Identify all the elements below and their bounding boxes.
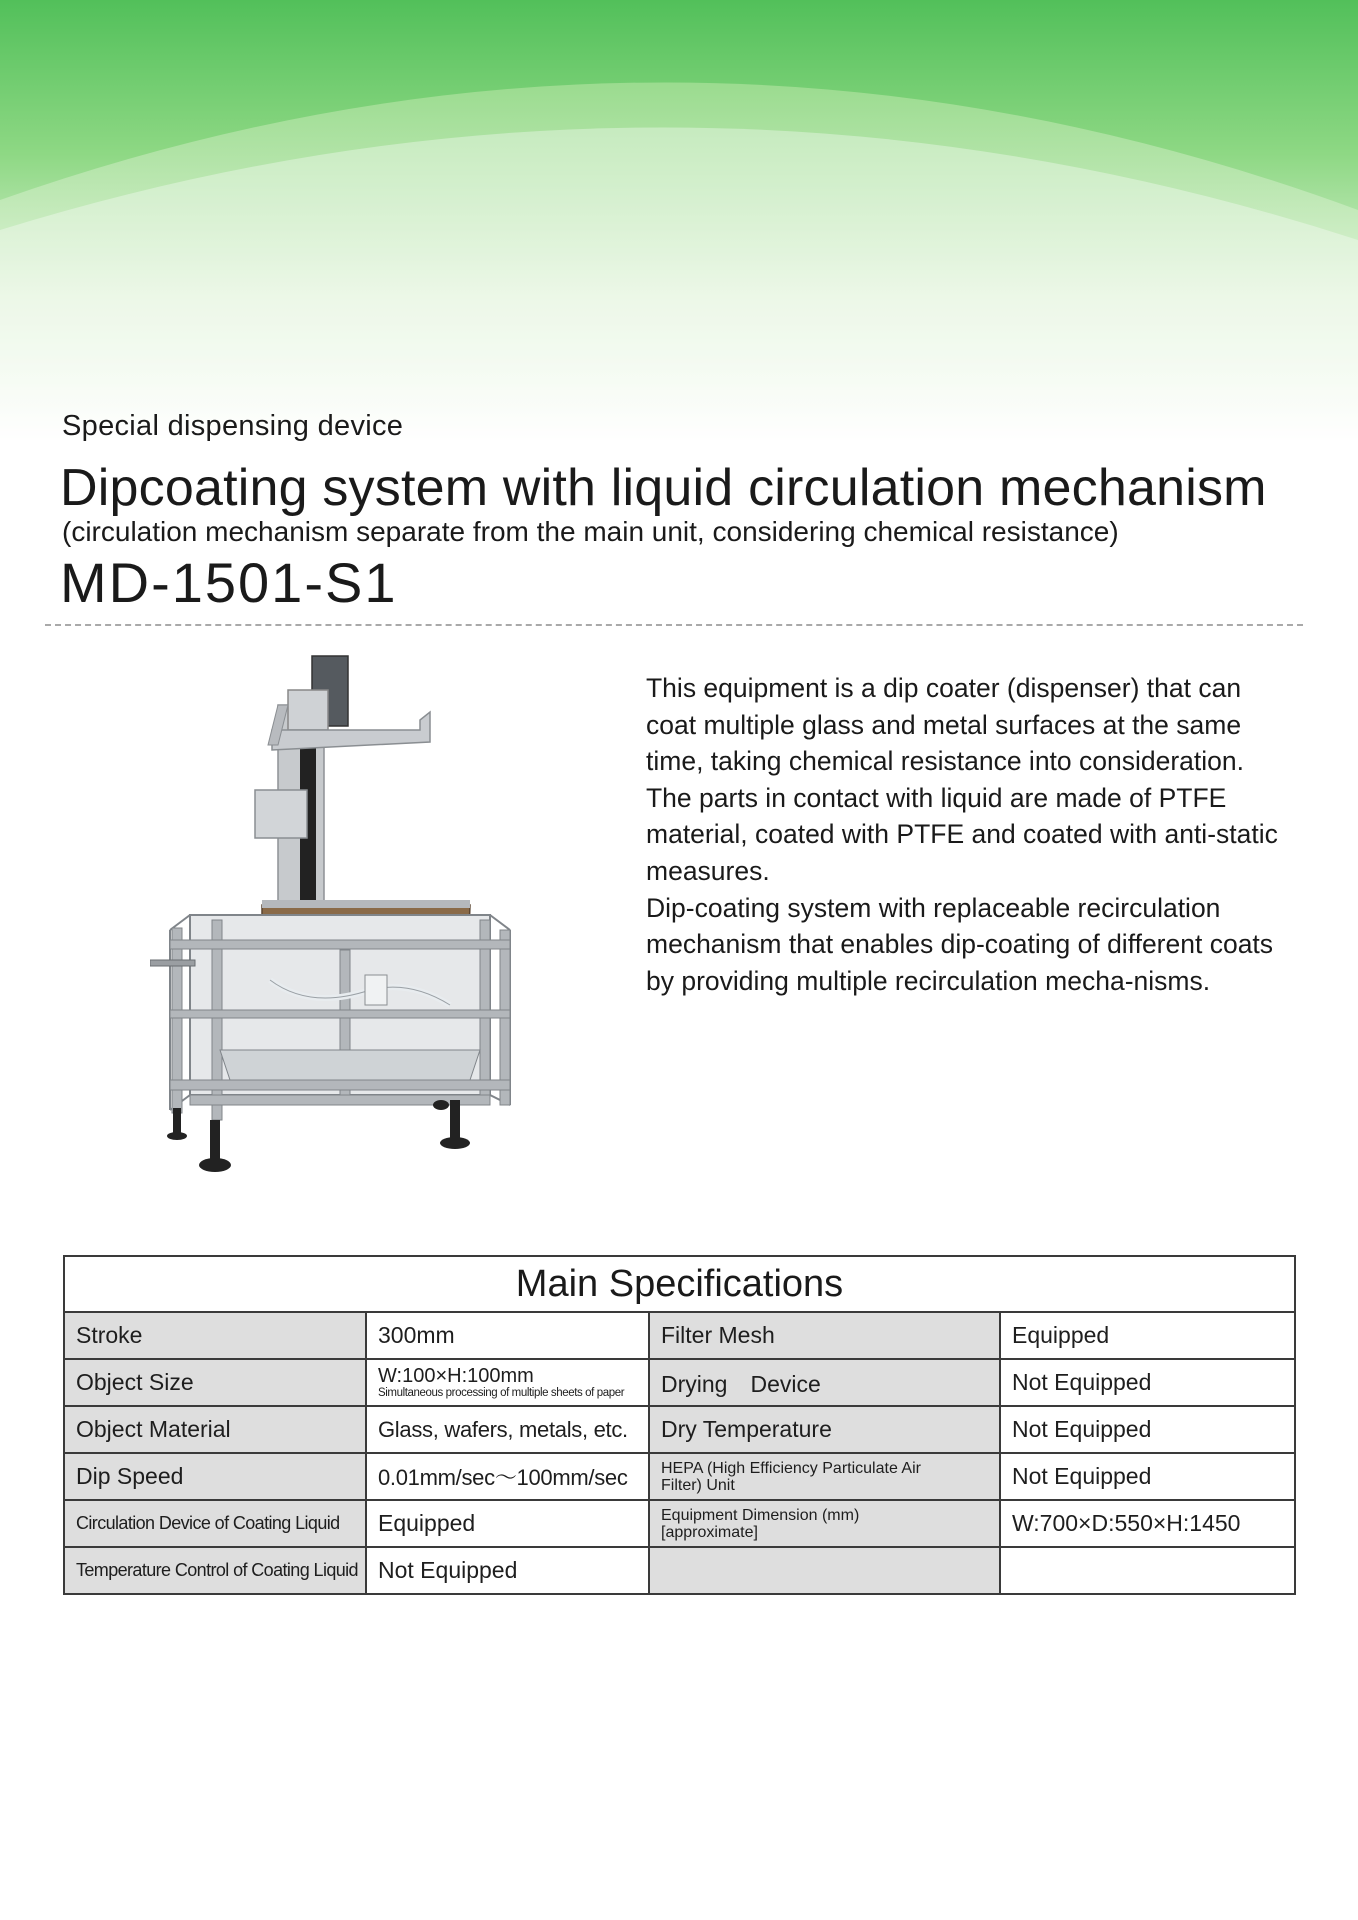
model-number: MD-1501-S1	[60, 551, 398, 614]
spec-label: Drying Device	[650, 1360, 1001, 1405]
table-row	[65, 1407, 1294, 1454]
table-row	[65, 1548, 1294, 1593]
table-row	[65, 1501, 1294, 1548]
spec-label	[650, 1548, 1001, 1593]
equipment-photo	[150, 650, 520, 1230]
description-paragraph: The parts in contact with liquid are made of PTFE material, coated with PTFE and coated with anti-static measures.	[646, 782, 1278, 886]
spec-label: Equipment Dimension (mm) [approximate]	[650, 1501, 1001, 1546]
spec-value	[1001, 1548, 1294, 1593]
spec-label: Dip Speed	[65, 1454, 367, 1499]
spec-value: Equipped	[1001, 1313, 1294, 1358]
specifications-title: Main Specifications	[65, 1257, 1294, 1313]
product-category: Special dispensing device	[62, 410, 404, 442]
spec-label: Temperature Control of Coating Liquid	[65, 1548, 367, 1593]
table-row	[65, 1360, 1294, 1407]
description-paragraph: This equipment is a dip coater (dispenser) that can coat multiple glass and metal surfaces at the same time, taking chemical resistance into consideration.	[646, 673, 1245, 777]
spec-label: Dry Temperature	[650, 1407, 1001, 1452]
spec-value: W:700×D:550×H:1450	[1001, 1501, 1294, 1546]
spec-value-note: Simultaneous processing of multiple sheets of paper	[378, 1386, 625, 1399]
spec-value-main: W:100×H:100mm	[378, 1364, 534, 1387]
header-background	[0, 0, 1358, 440]
spec-value: 0.01mm/sec～100mm/sec	[367, 1454, 650, 1499]
spec-value: Not Equipped	[1001, 1407, 1294, 1452]
product-title: Dipcoating system with liquid circulation mechanism	[60, 459, 1267, 517]
spec-label: Object Material	[65, 1407, 367, 1452]
spec-value: Equipped	[367, 1501, 650, 1546]
spec-label: Stroke	[65, 1313, 367, 1358]
specifications-table	[63, 1255, 1296, 1595]
spec-label: Circulation Device of Coating Liquid	[65, 1501, 367, 1546]
table-row	[65, 1313, 1294, 1360]
spec-label: HEPA (High Efficiency Particulate Air Filter) Unit	[650, 1454, 1001, 1499]
spec-value: Not Equipped	[1001, 1454, 1294, 1499]
spec-value: Not Equipped	[1001, 1360, 1294, 1405]
product-description	[646, 670, 1296, 999]
product-subtitle: (circulation mechanism separate from the main unit, considering chemical resistance)	[62, 516, 1119, 547]
dashed-divider	[45, 624, 1303, 626]
spec-label: Object Size	[65, 1360, 367, 1405]
description-paragraph: Dip-coating system with replaceable recirculation mechanism that enables dip-coating of different coats by providing multiple recirculation mecha-nisms.	[646, 892, 1274, 996]
spec-value: Glass, wafers, metals, etc.	[367, 1407, 650, 1452]
spec-value	[367, 1360, 650, 1405]
spec-label: Filter Mesh	[650, 1313, 1001, 1358]
table-row	[65, 1454, 1294, 1501]
spec-value: 300mm	[367, 1313, 650, 1358]
spec-value: Not Equipped	[367, 1548, 650, 1593]
